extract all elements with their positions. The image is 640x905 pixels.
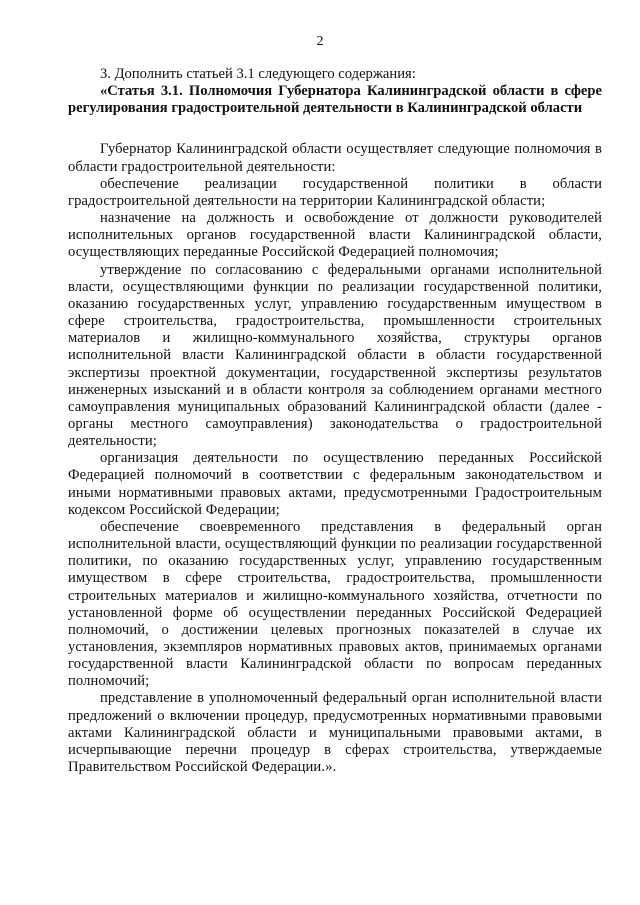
paragraph-proposals: представление в уполномоченный федеральный орган исполнительной власти предложений о включении процедур, предусмотренных нормативными правовыми актами Калининградской области и муниципальными правовыми актами, в исчерпывающие перечни процедур в сферах строительства, утверждаемые Правительством Российской Федерации.». bbox=[68, 690, 602, 776]
amendment-intro: 3. Дополнить статьей 3.1 следующего содержания: bbox=[100, 66, 416, 82]
article-heading: «Статья 3.1. Полномочия Губернатора Калининградской области в сфере регулирования градостроительной деятельности в Калининградской области bbox=[68, 83, 602, 117]
paragraph-appointment: назначение на должность и освобождение от должности руководителей исполнительных органов государственной власти Калининградской области, осуществляющих переданные Российской Федерацией полномочия; bbox=[68, 210, 602, 261]
heading-spacer bbox=[68, 117, 602, 141]
paragraph-governor-powers: Губернатор Калининградской области осуществляет следующие полномочия в области градостроительной деятельности: bbox=[68, 141, 602, 175]
page-number: 2 bbox=[316, 34, 324, 49]
document-body bbox=[68, 66, 602, 776]
paragraph-reporting: обеспечение своевременного представления в федеральный орган исполнительной власти, осуществляющий функции по реализации государственной политики, по оказанию государственных услуг, управлению государственным имуществом в сфере строительства, градостроительства, промышленности строительных материалов и жилищно-коммунального хозяйства, отчетности по установленной форме об осуществлении переданных Российской Федерацией полномочий, о достижении целевых прогнозных показателей в случае их установления, экземпляров нормативных правовых актов, принимаемых органами государственной власти Калининградской области по вопросам переданных полномочий; bbox=[68, 518, 602, 690]
paragraph-organization: организация деятельности по осуществлению переданных Российской Федерацией полномочий в соответствии с федеральным законодательством и иными нормативными правовых актами, предусмотренными Градостроительным кодексом Российской Федерации; bbox=[68, 450, 602, 518]
paragraph-structure-approval: утверждение по согласованию с федеральными органами исполнительной власти, осуществляющими функции по реализации государственной политики, оказанию государственных услуг, управлению государственным имуществом в сфере строительства, градостроительства, промышленности строительных материалов и жилищно-коммунального хозяйства, структуры органов исполнительной власти Калининградской области в области государственной экспертизы проектной документации, государственной экспертизы результатов инженерных изысканий и в области контроля за соблюдением органами местного самоуправления муниципальных образований Калининградской области (далее - органы местного самоуправления) законодательства о градостроительной деятельности; bbox=[68, 261, 602, 450]
paragraph-policy-implementation: обеспечение реализации государственной политики в области градостроительной деятельности на территории Калининградской области; bbox=[68, 175, 602, 209]
